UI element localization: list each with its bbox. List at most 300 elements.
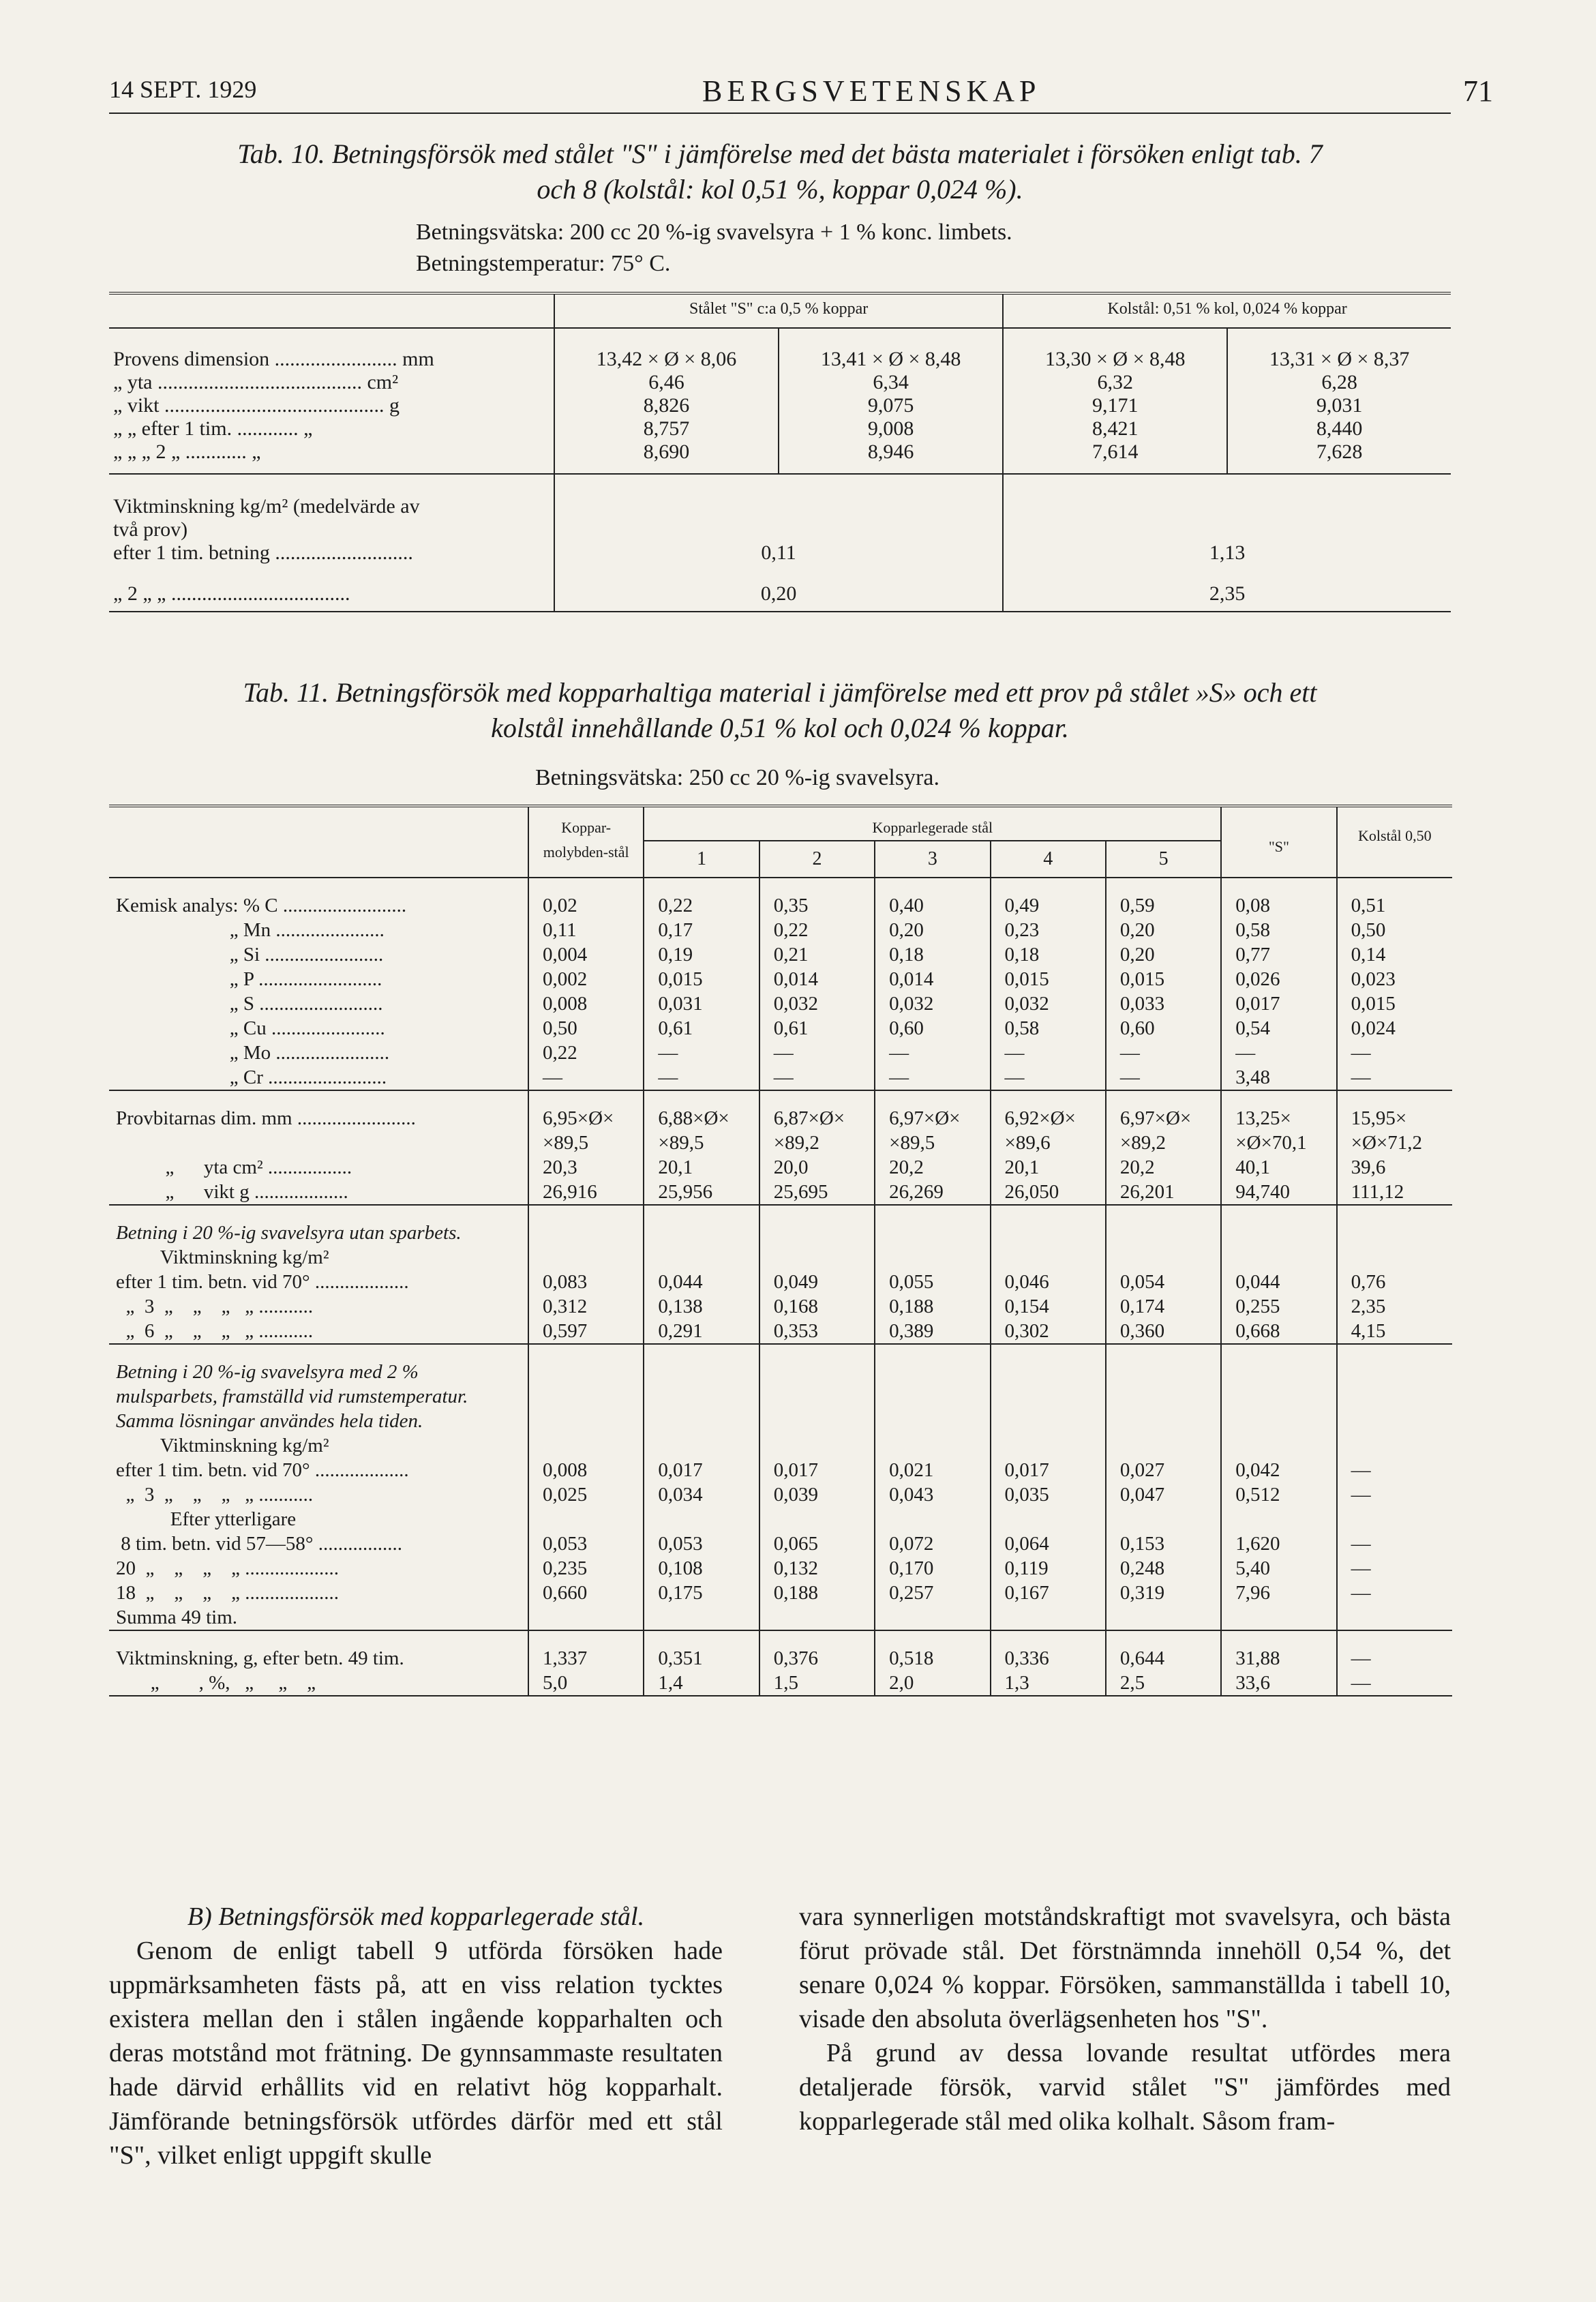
table-cell: 13,25× bbox=[1221, 1106, 1336, 1131]
table-cell: — bbox=[1351, 1459, 1371, 1481]
table-cell: ×89,5 bbox=[875, 1131, 990, 1155]
table-cell: — bbox=[875, 1041, 990, 1065]
table-cell bbox=[759, 1507, 875, 1531]
table-cell: 0,170 bbox=[875, 1556, 990, 1581]
table-cell: 0,017 bbox=[644, 1458, 759, 1482]
table-cell: 0,235 bbox=[528, 1556, 644, 1581]
table-cell: 15,95× bbox=[1351, 1107, 1407, 1129]
row-label: Viktminskning kg/m² bbox=[109, 1433, 528, 1458]
table-cell: 0,40 bbox=[875, 893, 990, 918]
table-row bbox=[109, 1016, 1452, 1041]
row-label: „ P ......................... bbox=[109, 967, 528, 991]
table-cell: 0,21 bbox=[759, 942, 875, 967]
table-cell: 0,08 bbox=[1221, 893, 1336, 918]
row-label: „ Si ........................ bbox=[109, 942, 528, 967]
table-cell: 0,50 bbox=[528, 1016, 644, 1041]
table-cell: 0,18 bbox=[991, 942, 1106, 967]
table-cell bbox=[759, 1433, 875, 1458]
text-column-right bbox=[799, 1900, 1451, 2138]
table-cell: 0,22 bbox=[759, 918, 875, 942]
table-cell: 6,88×Ø× bbox=[644, 1106, 759, 1131]
tab10-cell: 9,171 bbox=[1003, 394, 1227, 417]
table-cell: 0,023 bbox=[1351, 968, 1396, 990]
table-cell: 0,044 bbox=[644, 1270, 759, 1294]
table-cell: — bbox=[991, 1041, 1106, 1065]
row-label: „ Mn ...................... bbox=[109, 918, 528, 942]
running-header bbox=[109, 68, 1493, 109]
table-cell: 0,039 bbox=[759, 1482, 875, 1507]
table-cell bbox=[1221, 1605, 1336, 1630]
table-cell: 94,740 bbox=[1221, 1180, 1336, 1205]
table-cell: 0,175 bbox=[644, 1581, 759, 1605]
table-cell: 0,024 bbox=[1351, 1017, 1396, 1039]
table-cell: 40,1 bbox=[1221, 1155, 1336, 1180]
table-cell: 111,12 bbox=[1337, 1180, 1452, 1205]
table-cell: 0,58 bbox=[991, 1016, 1106, 1041]
table-row bbox=[109, 417, 1451, 440]
table-cell: — bbox=[644, 1041, 759, 1065]
table-cell: 6,92×Ø× bbox=[991, 1106, 1106, 1131]
tab10-cell: 13,42 × Ø × 8,06 bbox=[554, 348, 779, 371]
table-cell: 0,025 bbox=[528, 1482, 644, 1507]
table-cell bbox=[875, 1605, 990, 1630]
table-cell: ×89,5 bbox=[528, 1131, 644, 1155]
table-cell: 25,695 bbox=[759, 1180, 875, 1205]
tab10-label: „ vikt ........................................... g bbox=[109, 394, 554, 417]
table-cell bbox=[528, 1245, 644, 1270]
table-cell: 0,19 bbox=[644, 942, 759, 967]
table-cell: 0,257 bbox=[875, 1581, 990, 1605]
table-cell: 2,0 bbox=[875, 1671, 990, 1696]
table-cell: 0,77 bbox=[1221, 942, 1336, 967]
tab10-loss-label-line: Viktminskning kg/m² (medelvärde av bbox=[113, 495, 420, 518]
table-cell: 0,61 bbox=[759, 1016, 875, 1041]
table-cell: 0,032 bbox=[991, 991, 1106, 1016]
table-row bbox=[109, 1482, 1452, 1507]
table-cell: 0,046 bbox=[991, 1270, 1106, 1294]
table-cell: 5,0 bbox=[528, 1671, 644, 1696]
table-cell: 0,054 bbox=[1106, 1270, 1221, 1294]
section-title-row bbox=[109, 1221, 1452, 1245]
tab10-cell: 6,28 bbox=[1321, 371, 1357, 393]
table-cell: 0,017 bbox=[991, 1458, 1106, 1482]
table-cell: 0,20 bbox=[1106, 918, 1221, 942]
table-cell: 5,40 bbox=[1221, 1556, 1336, 1581]
table-cell: 0,336 bbox=[991, 1646, 1106, 1671]
table-row bbox=[109, 394, 1451, 417]
spacer-row bbox=[109, 1205, 1452, 1221]
table-cell: ×Ø×70,1 bbox=[1221, 1131, 1336, 1155]
tab11-header-cu-alloyed: Kopparlegerade stål bbox=[644, 806, 1221, 841]
table-cell: 0,59 bbox=[1106, 893, 1221, 918]
row-label: „ 3 „ „ „ „ ........... bbox=[109, 1482, 528, 1507]
table-cell: 0,108 bbox=[644, 1556, 759, 1581]
table-row bbox=[109, 1155, 1452, 1180]
table-cell: 0,11 bbox=[528, 918, 644, 942]
table-cell: — bbox=[1337, 1671, 1452, 1696]
tab11-header-carbon: Kolstål 0,50 bbox=[1337, 806, 1452, 878]
table-cell: — bbox=[1221, 1041, 1336, 1065]
tab11-caption-line2: kolstål innehållande 0,51 % kol och 0,024 % koppar. bbox=[491, 713, 1069, 743]
tab11-caption-line1: Tab. 11. Betningsförsök med kopparhaltiga material i jämförelse med ett prov på stålet »S» och ett bbox=[243, 677, 1317, 708]
tab11-col-number: 2 bbox=[759, 841, 875, 878]
table-cell bbox=[875, 1433, 990, 1458]
table-cell: 0,002 bbox=[528, 967, 644, 991]
table-cell bbox=[528, 1605, 644, 1630]
tab10-loss-label-line: efter 1 tim. betning ........................... bbox=[113, 541, 413, 564]
table-row bbox=[109, 991, 1452, 1016]
table-cell: 0,064 bbox=[991, 1531, 1106, 1556]
table-cell: 3,48 bbox=[1221, 1065, 1336, 1090]
table-cell: — bbox=[1351, 1533, 1371, 1555]
table-row bbox=[109, 1507, 1452, 1531]
tab10-cell: 8,757 bbox=[554, 417, 779, 440]
tab11-col-number: 1 bbox=[644, 841, 759, 878]
table-cell: 0,302 bbox=[991, 1319, 1106, 1344]
table-row bbox=[109, 893, 1452, 918]
table-cell: 20,0 bbox=[759, 1155, 875, 1180]
table-cell: 0,50 bbox=[1351, 919, 1386, 941]
tab10-cell: 9,008 bbox=[779, 417, 1003, 440]
table-row bbox=[109, 1245, 1452, 1270]
section-title: Betning i 20 %-ig svavelsyra med 2 % mulsparbets, framställd vid rumstemperatur. Samma lösningar användes hela tiden. bbox=[109, 1360, 528, 1433]
section-title-row bbox=[109, 1360, 1452, 1433]
tab10-temperature: Betningstemperatur: 75° C. bbox=[416, 251, 671, 276]
table-cell: 0,033 bbox=[1106, 991, 1221, 1016]
table-cell: — bbox=[1351, 1484, 1371, 1506]
table-cell bbox=[759, 1605, 875, 1630]
tab10-header-carbon-steel: Kolstål: 0,51 % kol, 0,024 % koppar bbox=[1003, 293, 1451, 328]
table-row bbox=[109, 1605, 1452, 1630]
table-cell bbox=[1337, 1507, 1452, 1531]
table-row bbox=[109, 474, 1451, 565]
spacer-row bbox=[109, 1630, 1452, 1646]
table-cell bbox=[1337, 1605, 1452, 1630]
table-cell bbox=[644, 1507, 759, 1531]
table-cell: 2,5 bbox=[1106, 1671, 1221, 1696]
table-cell: 0,055 bbox=[875, 1270, 990, 1294]
table-cell: 0,319 bbox=[1106, 1581, 1221, 1605]
table-cell: 0,51 bbox=[1351, 895, 1386, 916]
table-cell: 0,58 bbox=[1221, 918, 1336, 942]
table-cell: 0,35 bbox=[759, 893, 875, 918]
table-cell: 0,015 bbox=[991, 967, 1106, 991]
table-cell: 4,15 bbox=[1337, 1319, 1452, 1344]
table-row bbox=[109, 1270, 1452, 1294]
table-cell bbox=[1106, 1605, 1221, 1630]
table-cell: 0,032 bbox=[759, 991, 875, 1016]
tab10-label: „ „ „ 2 „ ............ „ bbox=[109, 440, 554, 474]
table-cell bbox=[528, 1433, 644, 1458]
table-cell: — bbox=[1351, 1647, 1371, 1669]
table-row bbox=[109, 440, 1451, 474]
table-cell: 0,154 bbox=[991, 1294, 1106, 1319]
table-cell: 0,065 bbox=[759, 1531, 875, 1556]
table-cell bbox=[1106, 1433, 1221, 1458]
row-label: Kemisk analys: % C ......................... bbox=[109, 893, 528, 918]
table-cell: 0,174 bbox=[1106, 1294, 1221, 1319]
header-rule bbox=[109, 113, 1451, 114]
table-cell: 0,353 bbox=[759, 1319, 875, 1344]
table-cell: 0,034 bbox=[644, 1482, 759, 1507]
tab10-header-row bbox=[109, 293, 1451, 328]
tab10-cell: 7,628 bbox=[1316, 440, 1363, 463]
paragraph: Genom de enligt tabell 9 utförda försöken hade uppmärksamheten fästs på, att en viss relation tycktes existera mellan den i stålen ingående kopparhalten och deras motstånd mot frätning. De gynnsammaste resultaten hade därvid erhållits vid en relativt hög kopparhalt. Jämförande betningsförsök utfördes därför med ett stål "S", vilket enligt uppgift skulle bbox=[109, 1937, 723, 2170]
tab10-caption-line2: och 8 (kolstål: kol 0,51 %, koppar 0,024 %). bbox=[537, 174, 1023, 205]
table-row bbox=[109, 1671, 1452, 1696]
table-cell: 0,031 bbox=[644, 991, 759, 1016]
table-row bbox=[109, 1294, 1452, 1319]
table-cell: 0,312 bbox=[528, 1294, 644, 1319]
table-cell: 0,008 bbox=[528, 1458, 644, 1482]
tab11-col-number: 5 bbox=[1106, 841, 1221, 878]
table-cell: 0,044 bbox=[1221, 1270, 1336, 1294]
table-cell: 0,168 bbox=[759, 1294, 875, 1319]
table-cell: 0,047 bbox=[1106, 1482, 1221, 1507]
table-cell bbox=[1106, 1507, 1221, 1531]
tab10-cell: 7,614 bbox=[1003, 440, 1227, 474]
table-cell: 0,083 bbox=[528, 1270, 644, 1294]
table-cell: 0,026 bbox=[1221, 967, 1336, 991]
table-cell bbox=[1106, 1245, 1221, 1270]
table-cell: 20,1 bbox=[991, 1155, 1106, 1180]
row-label: efter 1 tim. betn. vid 70° ................... bbox=[109, 1270, 528, 1294]
table-cell: 0,518 bbox=[875, 1646, 990, 1671]
table-10 bbox=[109, 292, 1451, 612]
tab10-conditions bbox=[416, 217, 1012, 280]
tab10-label: Provens dimension ........................ mm bbox=[109, 348, 554, 371]
table-cell: — bbox=[759, 1065, 875, 1090]
tab10-loss-k2: 2,35 bbox=[1209, 582, 1246, 605]
row-label bbox=[109, 1131, 528, 1155]
table-cell: 0,20 bbox=[1106, 942, 1221, 967]
table-row bbox=[109, 967, 1452, 991]
table-cell: 6,95×Ø× bbox=[528, 1106, 644, 1131]
table-cell: 20,2 bbox=[1106, 1155, 1221, 1180]
table-cell: — bbox=[759, 1041, 875, 1065]
table-cell: 0,76 bbox=[1351, 1271, 1386, 1293]
tab11-col-number: 4 bbox=[991, 841, 1106, 878]
tab10-cell: 8,690 bbox=[554, 440, 779, 474]
table-cell: — bbox=[1351, 1042, 1371, 1064]
table-cell: 39,6 bbox=[1351, 1156, 1386, 1178]
row-label: „ , %, „ „ „ bbox=[109, 1671, 528, 1696]
table-cell: 0,02 bbox=[528, 893, 644, 918]
table-cell: 0,032 bbox=[875, 991, 990, 1016]
table-11 bbox=[109, 805, 1452, 1696]
table-cell: 1,337 bbox=[528, 1646, 644, 1671]
tab10-cell: 6,32 bbox=[1003, 371, 1227, 394]
row-label: „ vikt g ................... bbox=[109, 1180, 528, 1205]
table-cell: 0,20 bbox=[875, 918, 990, 942]
table-cell: 0,291 bbox=[644, 1319, 759, 1344]
table-cell: 0,14 bbox=[1351, 944, 1386, 966]
table-cell: 0,255 bbox=[1221, 1294, 1336, 1319]
tab11-header-moly: Koppar-molybden-stål bbox=[528, 806, 644, 878]
table-cell: ×89,5 bbox=[644, 1131, 759, 1155]
table-cell: 0,072 bbox=[875, 1531, 990, 1556]
table-cell: 0,22 bbox=[528, 1041, 644, 1065]
table-row bbox=[109, 918, 1452, 942]
row-label: efter 1 tim. betn. vid 70° ................... bbox=[109, 1458, 528, 1482]
table-cell bbox=[1337, 1433, 1452, 1458]
section-title: Betning i 20 %-ig svavelsyra utan sparbets. bbox=[109, 1221, 528, 1245]
table-cell: 20,2 bbox=[875, 1155, 990, 1180]
tab10-loss-label bbox=[109, 474, 554, 565]
tab11-caption bbox=[109, 675, 1451, 746]
table-cell: 33,6 bbox=[1221, 1671, 1336, 1696]
table-cell: 0,23 bbox=[991, 918, 1106, 942]
table-cell: 0,015 bbox=[1106, 967, 1221, 991]
table-cell: 1,4 bbox=[644, 1671, 759, 1696]
tab10-loss-label: „ 2 „ „ ................................... bbox=[109, 565, 554, 612]
tab11-col-number: 3 bbox=[875, 841, 990, 878]
table-row bbox=[109, 942, 1452, 967]
table-cell: 0,053 bbox=[644, 1531, 759, 1556]
tab10-cell: 8,440 bbox=[1316, 417, 1363, 440]
row-label: „ 3 „ „ „ „ ........... bbox=[109, 1294, 528, 1319]
table-cell: — bbox=[1106, 1041, 1221, 1065]
table-row bbox=[109, 348, 1451, 371]
table-cell: — bbox=[1351, 1557, 1371, 1579]
table-cell: 0,248 bbox=[1106, 1556, 1221, 1581]
table-cell: — bbox=[528, 1065, 644, 1090]
page-number: 71 bbox=[1463, 74, 1493, 108]
tab10-loss-label-line: två prov) bbox=[113, 518, 188, 541]
table-cell bbox=[991, 1605, 1106, 1630]
table-row bbox=[109, 1556, 1452, 1581]
table-cell: — bbox=[1337, 1065, 1452, 1090]
table-cell: 0,22 bbox=[644, 893, 759, 918]
table-cell: 20,1 bbox=[644, 1155, 759, 1180]
table-row bbox=[109, 1041, 1452, 1065]
table-cell: 7,96 bbox=[1221, 1581, 1336, 1605]
table-cell: 6,87×Ø× bbox=[759, 1106, 875, 1131]
tab11-header-blank bbox=[109, 806, 528, 878]
table-row bbox=[109, 1581, 1452, 1605]
table-cell: 1,3 bbox=[991, 1671, 1106, 1696]
table-cell: 0,188 bbox=[759, 1581, 875, 1605]
row-label: Viktminskning, g, efter betn. 49 tim. bbox=[109, 1646, 528, 1671]
table-cell: 26,050 bbox=[991, 1180, 1106, 1205]
table-cell bbox=[528, 1507, 644, 1531]
table-cell: 26,916 bbox=[528, 1180, 644, 1205]
table-cell: 1,620 bbox=[1221, 1531, 1336, 1556]
table-row bbox=[109, 1106, 1452, 1131]
table-cell: 0,167 bbox=[991, 1581, 1106, 1605]
row-label: 20 „ „ „ „ ................... bbox=[109, 1556, 528, 1581]
table-cell: 0,042 bbox=[1221, 1458, 1336, 1482]
table-cell: ×Ø×71,2 bbox=[1351, 1132, 1423, 1154]
tab10-cell: 13,41 × Ø × 8,48 bbox=[779, 348, 1003, 371]
table-cell: 0,18 bbox=[875, 942, 990, 967]
tab11-fluid: Betningsvätska: 250 cc 20 %-ig svavelsyra. bbox=[535, 765, 939, 790]
table-row bbox=[109, 1131, 1452, 1155]
spacer-row bbox=[109, 1090, 1452, 1106]
table-cell: 0,188 bbox=[875, 1294, 990, 1319]
row-label: „ S ......................... bbox=[109, 991, 528, 1016]
table-cell bbox=[644, 1245, 759, 1270]
table-cell: 0,49 bbox=[991, 893, 1106, 918]
table-cell bbox=[1337, 1245, 1452, 1270]
table-row bbox=[109, 565, 1451, 612]
row-label: „ yta cm² ................. bbox=[109, 1155, 528, 1180]
spacer-row bbox=[109, 1344, 1452, 1360]
table-row bbox=[109, 1458, 1452, 1482]
tab10-cell: 8,826 bbox=[554, 394, 779, 417]
tab10-cell: 8,946 bbox=[779, 440, 1003, 474]
table-row bbox=[109, 1646, 1452, 1671]
tab10-cell: 6,46 bbox=[554, 371, 779, 394]
paragraph: På grund av dessa lovande resultat utfördes mera detaljerade försök, varvid stålet "S" jämfördes med kopparlegerade stål med olika kolhalt. Såsom fram- bbox=[799, 2039, 1451, 2136]
tab11-header-row bbox=[109, 806, 1452, 841]
table-row bbox=[109, 1319, 1452, 1344]
tab10-loss-s1: 0,11 bbox=[554, 474, 1003, 565]
table-cell: ×89,2 bbox=[1106, 1131, 1221, 1155]
tab10-header-steel-s: Stålet "S" c:a 0,5 % koppar bbox=[554, 293, 1003, 328]
tab10-cell: 13,30 × Ø × 8,48 bbox=[1003, 348, 1227, 371]
table-cell: ×89,2 bbox=[759, 1131, 875, 1155]
table-cell: 26,201 bbox=[1106, 1180, 1221, 1205]
table-cell: 6,97×Ø× bbox=[1106, 1106, 1221, 1131]
row-label: 18 „ „ „ „ ................... bbox=[109, 1581, 528, 1605]
row-label: „ Cr ........................ bbox=[109, 1065, 528, 1090]
table-cell: 0,132 bbox=[759, 1556, 875, 1581]
tab10-cell: 9,075 bbox=[779, 394, 1003, 417]
paragraph: vara synnerligen motståndskraftigt mot svavelsyra, och bästa förut prövade stål. Det förstnämnda innehöll 0,54 %, det senare 0,024 % koppar. Försöken, sammanställda i tabell 10, visade den absoluta överlägsenheten hos "S". bbox=[799, 1902, 1451, 2033]
table-cell: 1,5 bbox=[759, 1671, 875, 1696]
table-cell: 0,138 bbox=[644, 1294, 759, 1319]
row-label: „ Mo ....................... bbox=[109, 1041, 528, 1065]
table-cell: 0,014 bbox=[759, 967, 875, 991]
table-cell: 0,351 bbox=[644, 1646, 759, 1671]
table-cell: 0,660 bbox=[528, 1581, 644, 1605]
table-cell: — bbox=[1351, 1582, 1371, 1604]
table-cell bbox=[991, 1507, 1106, 1531]
tab10-loss-k1: 1,13 bbox=[1209, 541, 1246, 564]
table-cell: 0,119 bbox=[991, 1556, 1106, 1581]
row-label: Viktminskning kg/m² bbox=[109, 1245, 528, 1270]
row-label: 8 tim. betn. vid 57—58° ................. bbox=[109, 1531, 528, 1556]
table-cell: 2,35 bbox=[1351, 1296, 1386, 1317]
tab10-cell: 9,031 bbox=[1316, 394, 1363, 417]
row-label: „ 6 „ „ „ „ ........... bbox=[109, 1319, 528, 1344]
section-heading: B) Betningsförsök med kopparlegerade stål. bbox=[187, 1902, 645, 1931]
table-cell: 0,049 bbox=[759, 1270, 875, 1294]
table-cell: — bbox=[1106, 1065, 1221, 1090]
tab10-header-blank bbox=[109, 293, 554, 328]
table-cell: 0,61 bbox=[644, 1016, 759, 1041]
table-row bbox=[109, 1180, 1452, 1205]
tab10-fluid: Betningsvätska: 200 cc 20 %-ig svavelsyra + 1 % konc. limbets. bbox=[416, 220, 1012, 245]
table-cell: 0,015 bbox=[644, 967, 759, 991]
table-cell: 31,88 bbox=[1221, 1646, 1336, 1671]
tab10-caption-line1: Tab. 10. Betningsförsök med stålet "S" i jämförelse med det bästa materialet i försöken enligt tab. 7 bbox=[237, 138, 1323, 169]
table-cell bbox=[875, 1245, 990, 1270]
tab10-label: „ yta ........................................ cm² bbox=[109, 371, 554, 394]
table-row bbox=[109, 371, 1451, 394]
row-label: Summa 49 tim. bbox=[109, 1605, 528, 1630]
table-cell: 0,360 bbox=[1106, 1319, 1221, 1344]
table-cell: 0,376 bbox=[759, 1646, 875, 1671]
tab10-cell: 8,421 bbox=[1003, 417, 1227, 440]
table-cell: 25,956 bbox=[644, 1180, 759, 1205]
table-cell bbox=[1221, 1433, 1336, 1458]
table-cell bbox=[991, 1245, 1106, 1270]
table-cell: 0,053 bbox=[528, 1531, 644, 1556]
table-row bbox=[109, 1065, 1452, 1090]
table-cell: ×89,6 bbox=[991, 1131, 1106, 1155]
